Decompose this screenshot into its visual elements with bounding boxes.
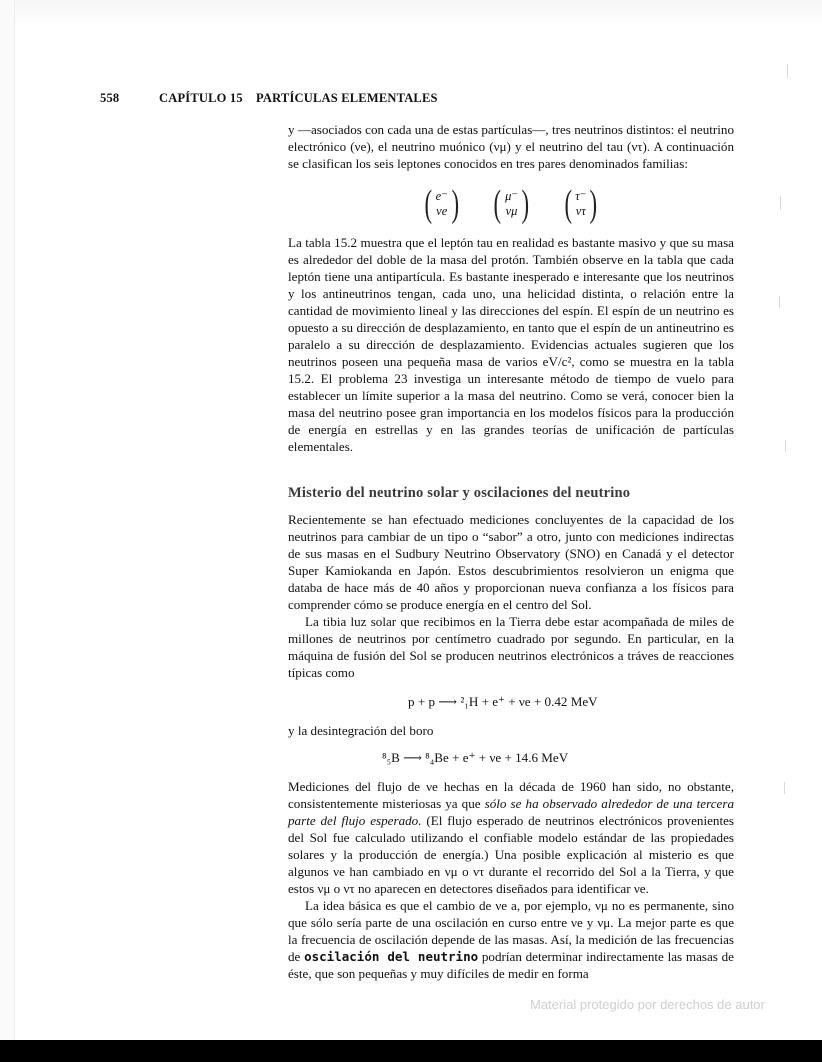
family-muon: ( μ⁻ νμ ) xyxy=(493,183,530,225)
flux-text-a: Mediciones del flujo de νe hechas en la década de 1960 han sido, no obstante, consistentemente misteriosas ya que xyxy=(288,779,734,811)
page-number: 558 xyxy=(100,91,120,105)
family-bottom: ντ xyxy=(575,204,586,218)
page-body xyxy=(288,121,734,982)
paragraph-sunlight: La tibia luz solar que recibimos en la Tierra debe estar acompañada de miles de millones de neutrinos por centímetro cuadrado por segundo. En particular, en la máquina de fusión del Sol se producen neutrinos electrónicos a tráves de reacciones típicas como xyxy=(288,614,734,680)
osc-text-b: podrían determinar indirectamente las masas de éste, que son pequeñas y muy difíciles de medir en forma xyxy=(288,949,734,981)
paragraph-boron-intro: y la desintegración del boro xyxy=(288,723,434,738)
scan-mark xyxy=(779,296,780,308)
chapter-title: PARTÍCULAS ELEMENTALES xyxy=(256,91,438,105)
equation-boron: ⁸₅B ⟶ ⁸₄Be + e⁺ + νe + 14.6 MeV xyxy=(382,750,569,765)
family-electron: ( e⁻ νe ) xyxy=(424,183,459,225)
paragraph-tau: La tabla 15.2 muestra que el leptón tau en realidad es bastante masivo y que su masa es alrededor del doble de la masa del protón. También observe en la tabla que cada leptón tiene una antipartícula. Es bastante inesperado e interesante que los neutrinos y los antineutrinos tengan, cada uno, una helicidad distinta, o relación entre la cantidad de movimiento lineal y las direcciones del espín. El espín de un neutrino es opuesto a su dirección de desplazamiento, en tanto que el espín de un antineutrino es paralelo a su dirección de desplazamiento. Evidencias actuales sugieren que los neutrinos poseen una pequeña masa de varios eV/c², como se muestra en la tabla 15.2. El problema 23 investiga un interesante método de tiempo de vuelo para establecer un límite superior a la masa del neutrino. Como se verá, conocer bien la masa del neutrino posee gran importancia en los modelos físicos para la producción de energía en estrellas y en las grandes teorías de unificación de partículas elementales. xyxy=(288,235,734,454)
page-top-shade xyxy=(0,0,822,28)
section-heading: Misterio del neutrino solar y oscilaciones del neutrino xyxy=(288,485,631,501)
scan-mark xyxy=(780,196,781,210)
flux-italic: sólo se ha observado alrededor de una tercera parte del flujo esperado. xyxy=(288,796,734,828)
scan-mark xyxy=(785,440,786,452)
scan-mark xyxy=(784,782,785,794)
family-bottom: νμ xyxy=(505,204,518,218)
page-left-edge xyxy=(0,0,15,1040)
scan-mark xyxy=(787,64,788,78)
paragraph-intro: y —asociados con cada una de estas partículas—, tres neutrinos distintos: el neutrino electrónico (νe), el neutrino muónico (νμ) y el neutrino del tau (ντ). A continuación se clasifican los seis leptones conocidos en tres pares denominados familias: xyxy=(288,122,734,171)
family-tau: ( τ⁻ ντ ) xyxy=(564,183,598,225)
osc-text-a: La idea básica es que el cambio de νe a, por ejemplo, νμ no es permanente, sino que sólo sería parte de una oscilación en curso entre νe y νμ. La mejor parte es que la frecuencia de oscilación depende de las masas. Así, la medición de las frecuencias de xyxy=(288,898,734,964)
osc-term-bold: oscilación del neutrino xyxy=(304,949,479,964)
bottom-black-bar xyxy=(0,1040,822,1062)
copyright-watermark: Material protegido por derechos de autor xyxy=(530,997,765,1012)
family-bottom: νe xyxy=(436,204,448,218)
family-top: τ⁻ xyxy=(575,189,587,203)
family-top: μ⁻ xyxy=(505,189,518,203)
paragraph-flux xyxy=(288,778,734,897)
equation-pp: p + p ⟶ ²₁H + e⁺ + νe + 0.42 MeV xyxy=(408,694,598,709)
family-top: e⁻ xyxy=(435,189,448,203)
lepton-families xyxy=(288,184,734,224)
chapter-label: CAPÍTULO 15 xyxy=(159,91,243,105)
paragraph-oscillation xyxy=(288,897,734,982)
paragraph-recent: Recientemente se han efectuado mediciones concluyentes de la capacidad de los neutrinos para cambiar de un tipo o “sabor” a otro, junto con mediciones indirectas de sus masas en el Sudbury Neutrino Observatory (SNO) en Canadá y el detector Super Kamiokanda en Japón. Estos descubrimientos resolvieron un enigma que databa de hace más de 40 años y proporcionan nueva confianza a los físicos para comprender cómo se produce energía en el centro del Sol. xyxy=(288,512,734,612)
flux-text-b: (El flujo esperado de neutrinos electrónicos provenientes del Sol fue calculado utilizando el confiable modelo estándar de las propiedades solares y la producción de energía.) Una posible explicación al misterio es que algunos νe han cambiado en νμ o ντ durante el recorrido del Sol a la Tierra, y que estos νμ o ντ no aparecen en detectores diseñados para identificar νe. xyxy=(288,813,734,896)
